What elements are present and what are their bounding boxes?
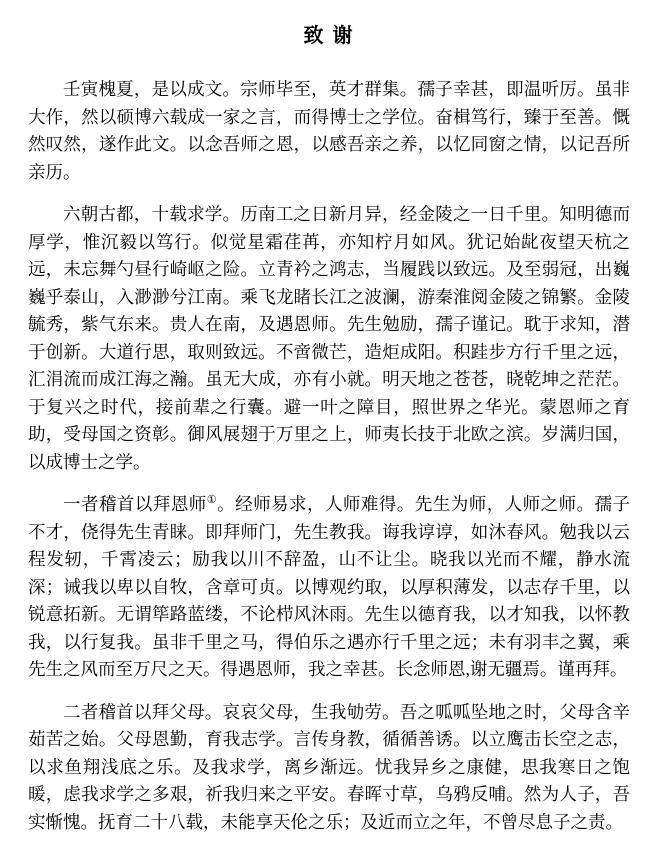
paragraph-parents: 二者稽首以拜父母。哀哀父母，生我劬劳。吾之呱呱坠地之时，父母含辛茹苦之始。父母恩勤，育我志学。言传身教，循循善诱。以立鹰击长空之志，以求鱼翔浅底之乐。及我求学，离乡渐远。忧我异乡之康健，思我寒日之饱暖，虑我求学之多艰，祈我归来之平安。春晖寸草，乌鸦反哺。然为人子，吾实惭愧。抚育二十八载，未能享天伦之乐；及近而立之年，不曾尽息子之责。 xyxy=(28,701,630,832)
paragraph-preface: 壬寅槐夏，是以成文。宗师毕至，英才群集。孺子幸甚，即温听厉。虽非大作，然以硕博六载成一家之言，而得博士之学位。奋楫笃行，臻于至善。慨然叹然，遂作此文。以念吾师之恩，以感吾亲之养，以忆同窗之情，以记吾所亲历。 xyxy=(28,79,630,182)
paragraph-journey: 六朝古都，十载求学。历南工之日新月异，经金陵之一日千里。知明德而厚学，惟沉毅以笃行。似觉星霜荏苒，亦知柠月如风。犹记始龀夜望天杭之远，未忘舞勺昼行崎岖之险。立青衿之鸿志，当履践以致远。及至弱冠，出巍巍乎泰山，入渺渺兮江南。乘飞龙睹长江之波澜，游秦淮阅金陵之锦繁。金陵毓秀，紫气东来。贵人在南，及遇恩师。先生勉励，孺子谨记。耽于求知，潜于创新。大道行思，取则致远。不啻微芒，造炬成阳。积跬步方行千里之远，汇涓流而成江海之瀚。虽无大成，亦有小就。明天地之苍苍，晓乾坤之茫茫。于复兴之时代，接前辈之行囊。避一叶之障目，照世界之华光。蒙恩师之育助，受母国之资彰。御风展翅于万里之上，师夷长技于北欧之滨。岁满归国，以成博士之学。 xyxy=(28,204,630,472)
paragraph-advisor xyxy=(28,491,630,684)
paragraph-advisor-text-before-note: 一者稽首以拜恩师 xyxy=(63,494,207,514)
page-title: 致 谢 xyxy=(303,25,355,47)
footnote-marker: ① xyxy=(206,494,218,507)
document-body xyxy=(28,76,630,836)
paragraph-advisor-text-after-note: 。经师易求，人师难得。先生为师，人师之师。孺子不才，侥得先生青睐。即拜师门，先生教我。诲我谆谆，如沐春风。勉我以云程发轫，千霄凌云；励我以川不辞盈，山不让尘。晓我以光而不耀，静水流深；诫我以卑以自牧，含章可贞。以博观约取，以厚积薄发，以志存千里，以锐意拓新。无谓筚路蓝缕，不论栉风沐雨。先生以德育我，以才知我，以怀教我，以行复我。虽非千里之马，得伯乐之遇亦行千里之远；未有羽丰之翼，乘先生之风而至万尺之天。得遇恩师，我之幸甚。长念师恩,谢无疆焉。谨再拜。 xyxy=(28,494,631,679)
